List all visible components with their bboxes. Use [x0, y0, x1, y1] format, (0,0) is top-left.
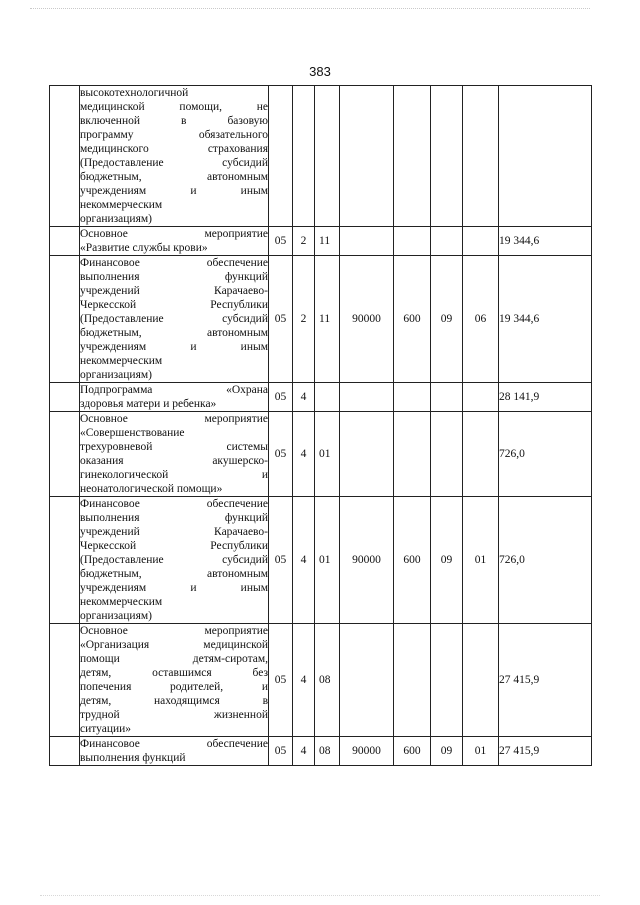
item-name-line: трудной жизненной [80, 709, 268, 721]
code-cell-4 [340, 412, 394, 497]
code-cell-2: 2 [293, 227, 315, 256]
code-cell-7: 01 [463, 497, 499, 624]
item-name-line: ситуации» [80, 723, 132, 735]
table-row [50, 86, 592, 227]
amount-cell [499, 86, 592, 227]
item-name-cell [80, 227, 269, 256]
code-cell-4: 90000 [340, 256, 394, 383]
code-cell-7 [463, 383, 499, 412]
item-name-line: Основное мероприятие [80, 413, 268, 425]
item-name-line: некоммерческим [80, 355, 163, 367]
code-cell-3 [315, 383, 340, 412]
code-cell-4 [340, 383, 394, 412]
amount-cell: 27 415,9 [499, 737, 592, 766]
item-name-line: организациям) [80, 213, 152, 225]
code-cell-4: 90000 [340, 737, 394, 766]
item-name-cell [80, 256, 269, 383]
scan-edge-bottom [40, 895, 600, 896]
code-cell-1 [269, 86, 293, 227]
code-cell-5 [394, 624, 431, 737]
item-name-cell [80, 412, 269, 497]
item-name-line: высокотехнологичной [80, 87, 189, 99]
code-cell-5: 600 [394, 737, 431, 766]
item-name-line: включенной в базовую [80, 115, 268, 127]
row-number-cell [50, 497, 80, 624]
code-cell-6: 09 [431, 737, 463, 766]
item-name-line: детям, находящимся в [80, 695, 268, 707]
item-name-line: Основное мероприятие [80, 625, 268, 637]
code-cell-5 [394, 383, 431, 412]
item-name-line: Основное мероприятие [80, 228, 268, 240]
row-number-cell [50, 86, 80, 227]
table-row [50, 383, 592, 412]
amount-cell: 19 344,6 [499, 256, 592, 383]
item-name-line: трехуровневой системы [80, 441, 268, 453]
code-cell-7 [463, 412, 499, 497]
item-name-line: учреждений Карачаево- [80, 526, 268, 538]
item-name-cell [80, 737, 269, 766]
code-cell-3: 01 [315, 497, 340, 624]
table-row [50, 412, 592, 497]
amount-cell: 19 344,6 [499, 227, 592, 256]
code-cell-4 [340, 86, 394, 227]
item-name-line: учреждений Карачаево- [80, 285, 268, 297]
item-name-line: медицинского страхования [80, 143, 268, 155]
code-cell-5: 600 [394, 497, 431, 624]
code-cell-7 [463, 86, 499, 227]
item-name-line: медицинской помощи, не [80, 101, 268, 113]
amount-cell: 726,0 [499, 497, 592, 624]
code-cell-1: 05 [269, 383, 293, 412]
code-cell-3: 11 [315, 227, 340, 256]
item-name-line: (Предоставление субсидий [80, 554, 268, 566]
code-cell-2 [293, 86, 315, 227]
item-name-line: выполнения функций [80, 752, 186, 764]
code-cell-6 [431, 86, 463, 227]
row-number-cell [50, 227, 80, 256]
item-name-line: «Совершенствование [80, 427, 185, 439]
item-name-line: (Предоставление субсидий [80, 313, 268, 325]
item-name-cell [80, 497, 269, 624]
item-name-line: Черкесской Республики [80, 540, 268, 552]
code-cell-1: 05 [269, 497, 293, 624]
code-cell-7: 06 [463, 256, 499, 383]
code-cell-7 [463, 227, 499, 256]
code-cell-7: 01 [463, 737, 499, 766]
code-cell-3: 11 [315, 256, 340, 383]
scan-edge-top [30, 8, 590, 9]
item-name-line: гинекологической и [80, 469, 268, 481]
item-name-line: выполнения функций [80, 271, 268, 283]
code-cell-2: 2 [293, 256, 315, 383]
item-name-line: Подпрограмма «Охрана [80, 384, 268, 396]
amount-cell: 726,0 [499, 412, 592, 497]
item-name-line: «Организация медицинской [80, 639, 268, 651]
code-cell-2: 4 [293, 412, 315, 497]
code-cell-3: 08 [315, 624, 340, 737]
code-cell-7 [463, 624, 499, 737]
item-name-cell [80, 383, 269, 412]
code-cell-2: 4 [293, 497, 315, 624]
budget-table [49, 85, 592, 766]
code-cell-4: 90000 [340, 497, 394, 624]
code-cell-5: 600 [394, 256, 431, 383]
item-name-line: неонатологической помощи» [80, 483, 223, 495]
code-cell-4 [340, 624, 394, 737]
code-cell-5 [394, 412, 431, 497]
table-row [50, 256, 592, 383]
code-cell-2: 4 [293, 383, 315, 412]
item-name-line: учреждениям и иным [80, 341, 268, 353]
amount-cell: 27 415,9 [499, 624, 592, 737]
item-name-line: попечения родителей, и [80, 681, 268, 693]
item-name-line: Финансовое обеспечение [80, 738, 268, 750]
row-number-cell [50, 256, 80, 383]
row-number-cell [50, 624, 80, 737]
item-name-cell [80, 86, 269, 227]
item-name-line: организациям) [80, 369, 152, 381]
code-cell-2: 4 [293, 624, 315, 737]
code-cell-5 [394, 86, 431, 227]
table-row [50, 737, 592, 766]
code-cell-6 [431, 624, 463, 737]
item-name-cell [80, 624, 269, 737]
code-cell-6 [431, 227, 463, 256]
item-name-line: Финансовое обеспечение [80, 257, 268, 269]
code-cell-6: 09 [431, 497, 463, 624]
item-name-line: «Развитие службы крови» [80, 242, 208, 254]
code-cell-6 [431, 412, 463, 497]
row-number-cell [50, 412, 80, 497]
item-name-line: детям, оставшимся без [80, 667, 268, 679]
code-cell-1: 05 [269, 227, 293, 256]
item-name-line: бюджетным, автономным [80, 568, 268, 580]
item-name-line: некоммерческим [80, 596, 163, 608]
code-cell-6: 09 [431, 256, 463, 383]
code-cell-1: 05 [269, 624, 293, 737]
item-name-line: оказания акушерско- [80, 455, 268, 467]
code-cell-1: 05 [269, 412, 293, 497]
code-cell-2: 4 [293, 737, 315, 766]
code-cell-3: 08 [315, 737, 340, 766]
item-name-line: Черкесской Республики [80, 299, 268, 311]
table-row [50, 497, 592, 624]
item-name-line: учреждениям и иным [80, 185, 268, 197]
code-cell-3: 01 [315, 412, 340, 497]
item-name-line: учреждениям и иным [80, 582, 268, 594]
code-cell-6 [431, 383, 463, 412]
code-cell-5 [394, 227, 431, 256]
item-name-line: здоровья матери и ребенка» [80, 398, 217, 410]
code-cell-1: 05 [269, 737, 293, 766]
code-cell-1: 05 [269, 256, 293, 383]
item-name-line: программу обязательного [80, 129, 268, 141]
item-name-line: бюджетным, автономным [80, 327, 268, 339]
item-name-line: выполнения функций [80, 512, 268, 524]
code-cell-3 [315, 86, 340, 227]
item-name-line: организациям) [80, 610, 152, 622]
row-number-cell [50, 737, 80, 766]
table-row [50, 624, 592, 737]
item-name-line: некоммерческим [80, 199, 163, 211]
amount-cell: 28 141,9 [499, 383, 592, 412]
item-name-line: (Предоставление субсидий [80, 157, 268, 169]
item-name-line: помощи детям-сиротам, [80, 653, 268, 665]
code-cell-4 [340, 227, 394, 256]
page-number: 383 [309, 64, 331, 79]
item-name-line: Финансовое обеспечение [80, 498, 268, 510]
row-number-cell [50, 383, 80, 412]
table-row [50, 227, 592, 256]
item-name-line: бюджетным, автономным [80, 171, 268, 183]
budget-table-body [50, 86, 592, 766]
